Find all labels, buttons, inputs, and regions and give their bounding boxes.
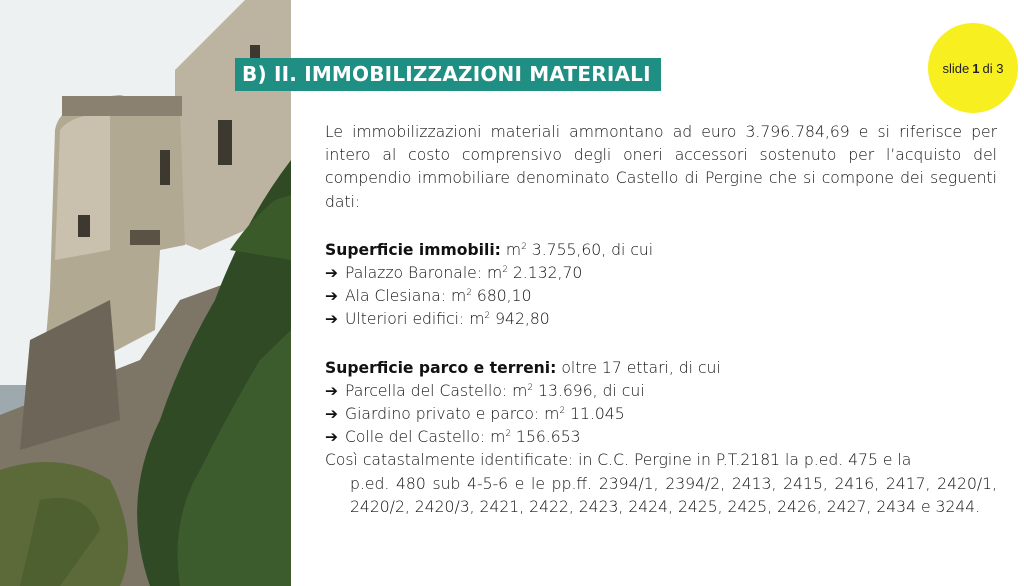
arrow-right-icon: ➔ xyxy=(325,381,339,400)
buildings-heading: Superficie immobili: $m^2$ 3.755,60, di cui xyxy=(325,240,654,259)
buildings-section xyxy=(325,239,997,332)
list-item: ➔ Giardino privato e parco: $m^2$ 11.045 xyxy=(325,403,997,426)
list-item: ➔ Colle del Castello: $m^2$ 156.653 xyxy=(325,426,997,449)
arrow-right-icon: ➔ xyxy=(325,264,339,283)
intro-paragraph: Le immobilizzazioni materiali ammontano ad euro 3.796.784,69 e si riferisce per intero al costo comprensivo degli oneri accessori sostenuto per l’acquisto del compendio immobiliare denominato Castello di Pergine che si compone dei seguenti dati: xyxy=(325,123,997,211)
list-item: ➔ Palazzo Baronale: $m^2$ 2.132,70 xyxy=(325,262,997,285)
arrow-right-icon: ➔ xyxy=(325,428,339,447)
buildings-heading-value: 3.755,60, di cui xyxy=(531,240,654,259)
list-item: ➔ Ala Clesiana: $m^2$ 680,10 xyxy=(325,285,997,308)
list-item: ➔ Ulteriori edifici: $m^2$ 942,80 xyxy=(325,308,997,331)
arrow-right-icon: ➔ xyxy=(325,405,339,424)
land-heading-value: oltre 17 ettari, di cui xyxy=(561,358,721,377)
slide-counter-badge xyxy=(928,23,1018,113)
cadastral-line-2: p.ed. 480 sub 4-5-6 e le pp.ff. 2394/1, 2394/2, 2413, 2415, 2416, 2417, 2420/1, 2420/2, 2420/3, 2421, 2422, 2423, 2424, 2425, 2425, 2426, 2427, 2434 e 3244. xyxy=(350,474,997,516)
slide-title: B) II. IMMOBILIZZAZIONI MATERIALI xyxy=(235,58,661,91)
arrow-right-icon: ➔ xyxy=(325,287,339,306)
slide-counter-current: 1 xyxy=(972,60,980,76)
land-heading xyxy=(325,357,997,380)
buildings-heading-label: Superficie immobili: xyxy=(325,240,501,259)
slide-counter-total: 3 xyxy=(996,60,1004,76)
slide-counter-prefix: slide xyxy=(942,60,970,76)
arrow-right-icon: ➔ xyxy=(325,310,339,329)
land-section xyxy=(325,357,997,519)
list-item: ➔ Parcella del Castello: $m^2$ 13.696, di cui xyxy=(325,380,997,403)
land-heading-label: Superficie parco e terreni: xyxy=(325,358,557,377)
slide-counter-separator: di xyxy=(982,60,993,76)
slide-body xyxy=(325,121,997,519)
cadastral-line-1: Così catastalmente identificate: in C.C. Pergine in P.T.2181 la p.ed. 475 e la xyxy=(325,451,912,470)
